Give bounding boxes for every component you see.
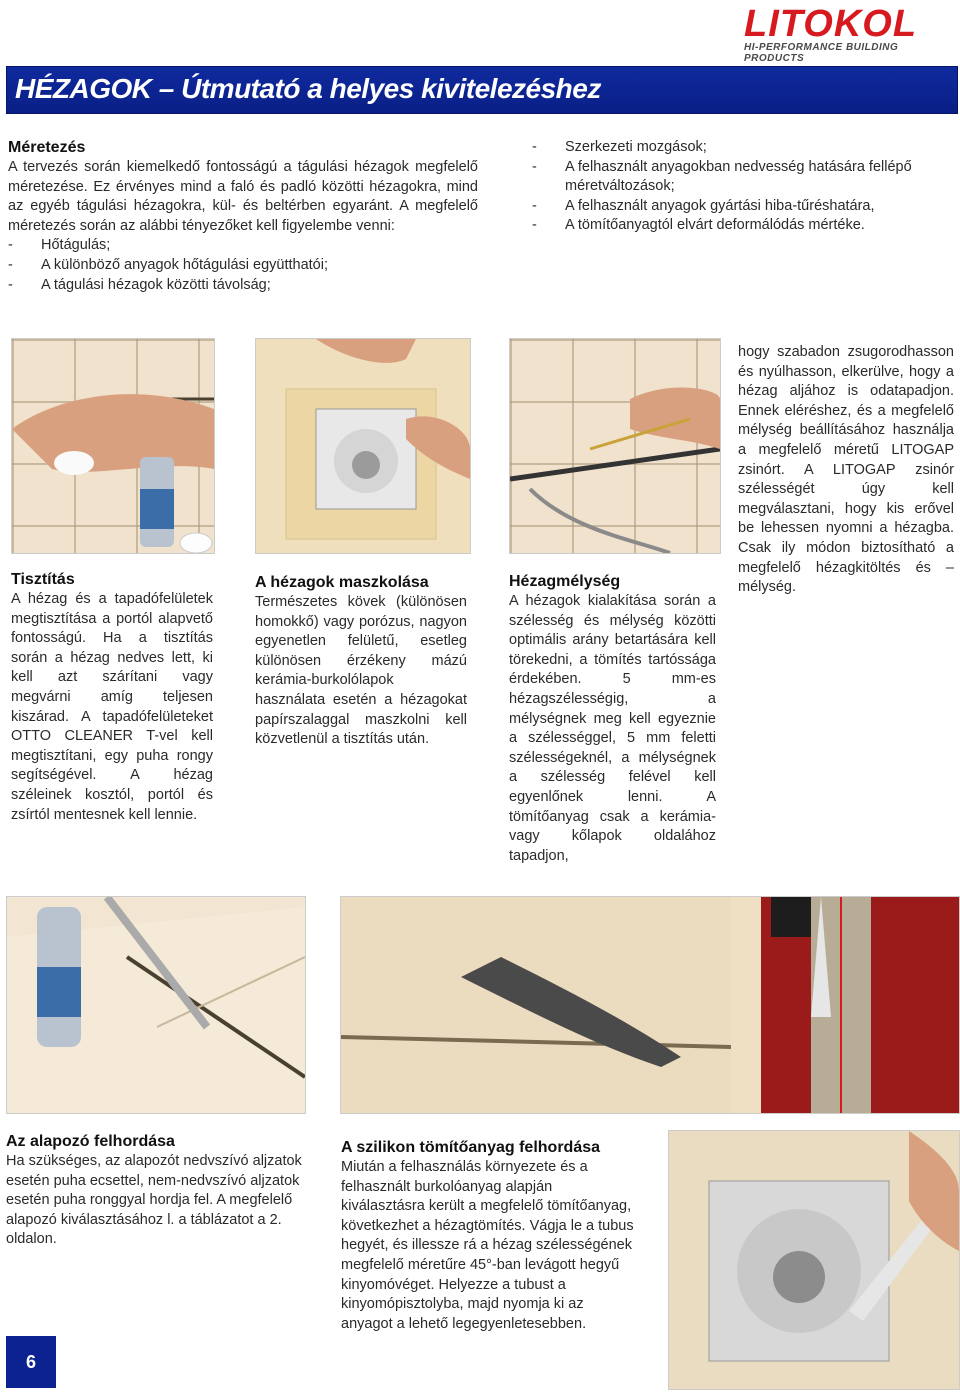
list-item: - Hőtágulás;	[8, 236, 478, 256]
tisztitas-heading: Tisztítás	[11, 571, 75, 588]
maszkolas-text: Természetes kövek (különösen homokkő) vagy porózus, nagyon egyenetlen felületű, esetleg különösen érzékeny mázú kerámia-burkolólapok használata esetén a hézagokat papírszalaggal maszkolni kell közvetlenül a tisztítás után.	[255, 594, 467, 748]
szilikon-text: Miután a felhasználás környezete és a felhasznált burkolóanyag alapján kiválasztásra került a megfelelő tömítőanyag, következhet a hézagtömítés. Vágja le a tubus hegyét, és illessze rá a hézag szélességének megfelelő méretűre 45°-ban levágott hegyű kinyomóvéget. Helyezze a tubust a kinyomópisztolyba, majd nyomja ki az anyagot a lehető legegyenletesebben.	[341, 1159, 634, 1332]
photo-masking	[255, 338, 471, 554]
list-item: - A tömítőanyagtól elvárt deformálódás mértéke.	[532, 216, 952, 236]
list-item: - Szerkezeti mozgások;	[532, 138, 952, 158]
list-item: - A felhasznált anyagokban nedvesség hatására fellépő méretváltozások;	[532, 158, 952, 197]
page-title: HÉZAGOK – Útmutató a helyes kivitelezéshez	[15, 73, 601, 104]
section-meretezes	[8, 138, 478, 295]
melyseg-text: A hézagok kialakítása során a szélesség és mélység közötti optimális arány betartására kell törekedni, a tömítés tartóssága érdekében. 5 mm-es hézagszélességig, a mélységnek meg kell egyeznie a szélességgel, 5 mm feletti szélességeknél, a mélységnek a szélesség felével kell egyenlőnek lenni. A tömítőanyag csak a kerámia- vagy kőlapok oldalához tapadjon,	[509, 593, 716, 864]
photo-drain-silicone	[668, 1130, 960, 1390]
photo-depth	[509, 338, 721, 554]
list-item: - A tágulási hézagok közötti távolság;	[8, 276, 478, 296]
section-meretezes-cont	[532, 138, 952, 236]
meretezes-list	[8, 236, 478, 295]
photo-silicone-gun	[340, 896, 960, 1114]
photo-primer	[6, 896, 306, 1114]
list-item: - A felhasznált anyagok gyártási hiba-tűréshatára,	[532, 197, 952, 217]
brand-logo	[744, 3, 956, 64]
list-item: - A különböző anyagok hőtágulási együtthatói;	[8, 256, 478, 276]
tisztitas-text: A hézag és a tapadófelületek megtisztítása a portól alapvető fontosságú. Ha a tisztítás során a hézag nedves lett, ki kell azt szárítani vagy megvárni amíg teljesen kiszárad. A tapadófelületeket OTTO CLEANER T-vel kell megtisztítani, egy puha rongy segítségével. A hézag széleinek kosztól, portól és zsírtól mentesnek kell lennie.	[11, 591, 213, 823]
meretezes-paragraph: A tervezés során kiemelkedő fontosságú a tágulási hézagok megfelelő méretezése. Ez érvényes mind a faló és padló közötti hézagokra, mind az egyéb tágulási hézagokra, kül- és beltérben egyaránt. A megfelelő méretezés során az alábbi tényezőket kell figyelembe venni:	[8, 159, 478, 234]
page-number: 6	[6, 1336, 56, 1388]
melyseg-heading: Hézagmélység	[509, 573, 621, 590]
silicone-gun-illustration	[341, 897, 959, 1113]
section-szilikon	[341, 1138, 636, 1334]
litogap-text: hogy szabadon zsugorodhasson és nyúlhasson, elkerülve, hogy a hézag aljához is odatapadjon. Ennek eléréshez, és a megfelelő mélység beállításához használja a megfelelő méretű LITOGAP zsinórt. A LITOGAP zsinór szélességét úgy kell megválasztani, hogy kis erővel be lehessen nyomni a hézagba. Csak ily módon biztosítható a megfelelő hézagkitöltés és –mélység.	[738, 344, 954, 596]
maszkolas-heading: A hézagok maszkolása	[255, 574, 429, 591]
section-tisztitas	[11, 570, 213, 825]
cleaning-illustration	[12, 339, 214, 553]
depth-illustration	[510, 339, 720, 553]
section-maszkolas	[255, 573, 467, 750]
logo-wordmark: LITOKOL	[744, 3, 918, 45]
section-alapozo	[6, 1132, 306, 1250]
primer-illustration	[7, 897, 305, 1113]
meretezes-heading: Méretezés	[8, 139, 86, 156]
szilikon-heading: A szilikon tömítőanyag felhordása	[341, 1139, 601, 1156]
photo-cleaning	[11, 338, 215, 554]
masking-illustration	[256, 339, 470, 553]
section-melyseg	[509, 572, 716, 866]
meretezes-cont-list	[532, 138, 952, 236]
alapozo-heading: Az alapozó felhordása	[6, 1133, 175, 1150]
logo-tagline: HI-PERFORMANCE BUILDING PRODUCTS	[744, 42, 899, 64]
alapozo-text: Ha szükséges, az alapozót nedvszívó aljzatok esetén puha ecsettel, nem-nedvszívó aljzatok esetén puha ronggyal hordja fel. A megfelelő alapozó kiválasztásához l. a táblázatot a 2. oldalon.	[6, 1153, 302, 1248]
drain-illustration	[669, 1131, 959, 1389]
title-banner	[6, 66, 958, 114]
